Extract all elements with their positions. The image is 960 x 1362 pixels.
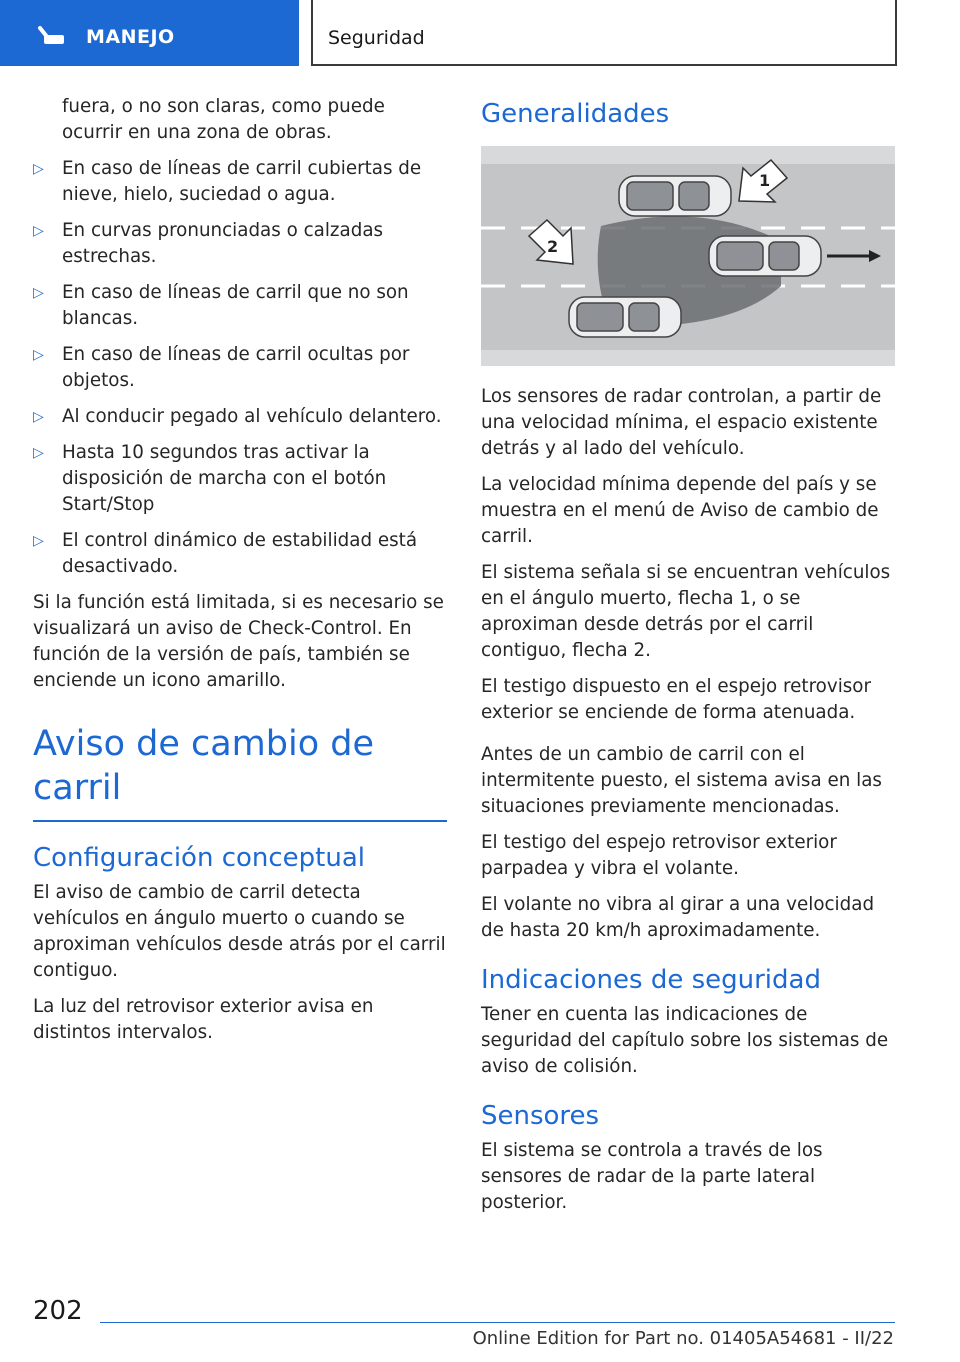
general-paragraph-6: El testigo del espejo retrovisor exterior parpadea y vibra el volante. [481,832,837,879]
limited-function-paragraph: Si la función está limitada, si es necesario se visualizará un aviso de Check-Control. En función de la versión de país, también se enciende un icono amarillo. [33,592,444,691]
car-middle [709,236,821,276]
concept-paragraph-1: El aviso de cambio de carril detecta vehículos en ángulo muerto o cuando se aproximan vehículos desde atrás por el carril contiguo. [33,882,446,981]
list-item: ▷ En caso de líneas de carril cubiertas de nieve, hielo, suciedad o agua. [33,158,422,205]
list-item: ▷ En caso de líneas de carril que no son blancas. [33,282,409,329]
continued-bullet-text: fuera, o no son claras, como puede ocurrir en una zona de obras. [62,96,385,143]
limitation-list [33,156,447,580]
general-paragraph-2: La velocidad mínima depende del país y se muestra en el menú de Aviso de cambio de carril. [481,474,879,547]
left-column [33,94,447,1056]
general-paragraph-4: El testigo dispuesto en el espejo retrovisor exterior se enciende de forma atenuada. [481,676,871,723]
footer-divider [100,1322,895,1323]
edition-footer: Online Edition for Part no. 01405A54681 - II/22 [472,1328,894,1349]
section-title: MANEJO [86,26,175,48]
page-number: 202 [33,1296,83,1326]
triangle-bullet-icon: ▷ [33,409,44,425]
triangle-bullet-icon: ▷ [33,533,44,549]
general-paragraph-7: El volante no vibra al girar a una velocidad de hasta 20 km/h aproximadamente. [481,894,875,941]
chapter-title: Seguridad [328,27,425,49]
triangle-bullet-icon: ▷ [33,285,44,301]
right-column [481,94,895,1226]
triangle-bullet-icon: ▷ [33,223,44,239]
chapter-header [311,0,897,66]
sensors-paragraph: El sistema se controla a través de los sensores de radar de la parte lateral posterior. [481,1140,823,1213]
list-item: ▷ El control dinámico de estabilidad está desactivado. [33,530,418,577]
section-tab [0,0,299,66]
triangle-bullet-icon: ▷ [33,445,44,461]
list-item: ▷ En caso de líneas de carril ocultas por objetos. [33,344,410,391]
concept-paragraph-2: La luz del retrovisor exterior avisa en distintos intervalos. [33,996,374,1043]
general-paragraph-1: Los sensores de radar controlan, a partir de una velocidad mínima, el espacio existente detrás y al lado del vehículo. [481,386,882,459]
car-bottom [569,297,681,337]
road-diagram [481,146,895,366]
svg-text:1: 1 [759,171,771,190]
general-paragraph-3: El sistema señala si se encuentran vehículos en el ángulo muerto, flecha 1, o se aproximan desde detrás por el carril contiguo, flecha 2. [481,562,891,661]
general-heading: Generalidades [481,99,670,129]
svg-text:2: 2 [547,237,559,256]
list-item: ▷ Hasta 10 segundos tras activar la disposición de marcha con el botón Start/Stop [33,442,387,515]
list-item: ▷ Al conducir pegado al vehículo delantero. [33,404,447,430]
sensors-heading: Sensores [481,1101,600,1131]
general-paragraph-5: Antes de un cambio de carril con el intermitente puesto, el sistema avisa en las situaciones previamente mencionadas. [481,744,882,817]
safety-paragraph: Tener en cuenta las indicaciones de seguridad del capítulo sobre los sistemas de aviso de colisión. [481,1004,889,1077]
list-item: ▷ En curvas pronunciadas o calzadas estrechas. [33,220,384,267]
steering-hand-icon [34,22,68,46]
triangle-bullet-icon: ▷ [33,161,44,177]
triangle-bullet-icon: ▷ [33,347,44,363]
concept-heading: Configuración conceptual [33,843,365,873]
car-top [619,176,731,216]
safety-heading: Indicaciones de seguridad [481,965,821,995]
lane-change-illustration [481,146,895,366]
main-heading: Aviso de cambio de carril [33,722,447,822]
